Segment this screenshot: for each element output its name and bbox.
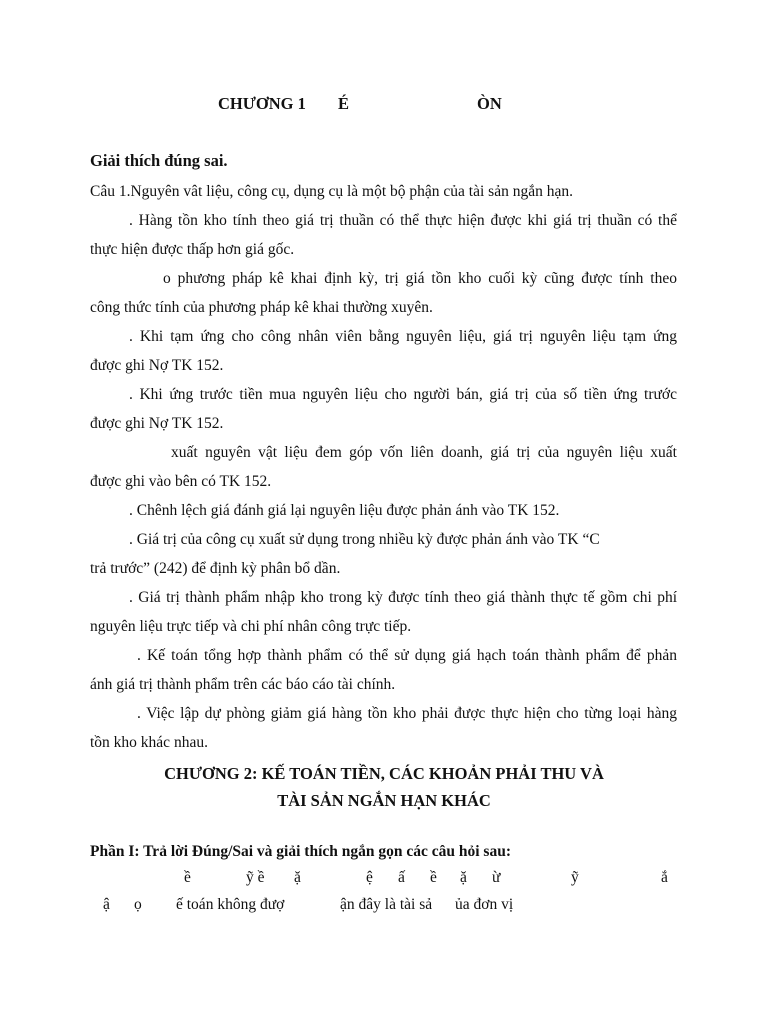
chapter1-title-part1: CHƯƠNG 1 <box>218 94 306 113</box>
s1-line: . Khi tạm ứng cho công nhân viên bằng nguyên liệu, giá trị nguyên liệu tạm ứng <box>129 328 677 345</box>
s1-line: được ghi Nợ TK 152. <box>90 415 224 432</box>
s1-line: trả trước” (242) để định kỳ phân bổ dần. <box>90 560 341 577</box>
fragment: ọ <box>134 896 142 913</box>
s1-line: ánh giá trị thành phẩm trên các báo cáo tài chính. <box>90 676 396 693</box>
s1-line: nguyên liệu trực tiếp và chi phí nhân công trực tiếp. <box>90 618 412 635</box>
fragment: ế toán không đượ <box>176 896 285 913</box>
s1-line: . Việc lập dự phòng giảm giá hàng tồn kho phải được thực hiện cho từng loại hàng <box>137 705 677 722</box>
s1-line: . Khi ứng trước tiền mua nguyên liệu cho người bán, giá trị của số tiền ứng trước <box>129 386 677 403</box>
chapter2-title-line1: CHƯƠNG 2: KẾ TOÁN TIỀN, CÁC KHOẢN PHẢI THU VÀ <box>164 764 604 783</box>
fragment: ừ <box>492 869 501 886</box>
fragment: ỹ ề <box>246 869 265 886</box>
s1-line: . Hàng tồn kho tính theo giá trị thuần có thể thực hiện được khi giá trị thuần có thể <box>129 212 677 229</box>
s1-line: xuất nguyên vật liệu đem góp vốn liên doanh, giá trị của nguyên liệu xuất <box>171 444 677 461</box>
fragment: ắ <box>661 869 668 886</box>
s1-line: . Giá trị thành phẩm nhập kho trong kỳ được tính theo giá thành thực tế gồm chi phí <box>129 589 677 606</box>
fragment: ận đây là tài sả <box>340 896 433 913</box>
fragment: ệ <box>366 869 373 886</box>
s1-line: được ghi vào bên có TK 152. <box>90 473 272 490</box>
s1-line: tồn kho khác nhau. <box>90 734 208 751</box>
s1-line: công thức tính của phương pháp kê khai thường xuyên. <box>90 299 433 316</box>
section1-title: Giải thích đúng sai. <box>90 151 228 170</box>
fragment: ấ <box>398 869 405 886</box>
fragment: ậ <box>103 896 110 913</box>
s1-line: thực hiện được thấp hơn giá gốc. <box>90 241 295 258</box>
chapter2-title-line2: TÀI SẢN NGẮN HẠN KHÁC <box>277 791 491 810</box>
s1-line: . Kế toán tổng hợp thành phẩm có thể sử dụng giá hạch toán thành phẩm để phản <box>137 647 677 664</box>
fragment: ặ <box>294 869 301 886</box>
fragment: ặ <box>460 869 467 886</box>
chapter1-title-part2: É <box>338 94 350 113</box>
chapter1-title-part3: ÒN <box>477 94 502 113</box>
fragment: ủa đơn vị <box>455 896 514 913</box>
fragment: ề <box>184 869 191 886</box>
s1-line: . Giá trị của công cụ xuất sử dụng trong nhiều kỳ được phản ánh vào TK “C <box>129 531 600 548</box>
fragment: ỹ <box>571 869 579 886</box>
s1-line: được ghi Nợ TK 152. <box>90 357 224 374</box>
s1-line: Câu 1.Nguyên vât liệu, công cụ, dụng cụ là một bộ phận của tài sản ngắn hạn. <box>90 183 573 200</box>
part1-title: Phần I: Trả lời Đúng/Sai và giải thích ngắn gọn các câu hỏi sau: <box>90 843 511 860</box>
s1-line: . Chênh lệch giá đánh giá lại nguyên liệu được phản ánh vào TK 152. <box>129 502 560 519</box>
fragment: ề <box>430 869 437 886</box>
s1-line: o phương pháp kê khai định kỳ, trị giá tồn kho cuối kỳ cũng được tính theo <box>163 270 677 287</box>
